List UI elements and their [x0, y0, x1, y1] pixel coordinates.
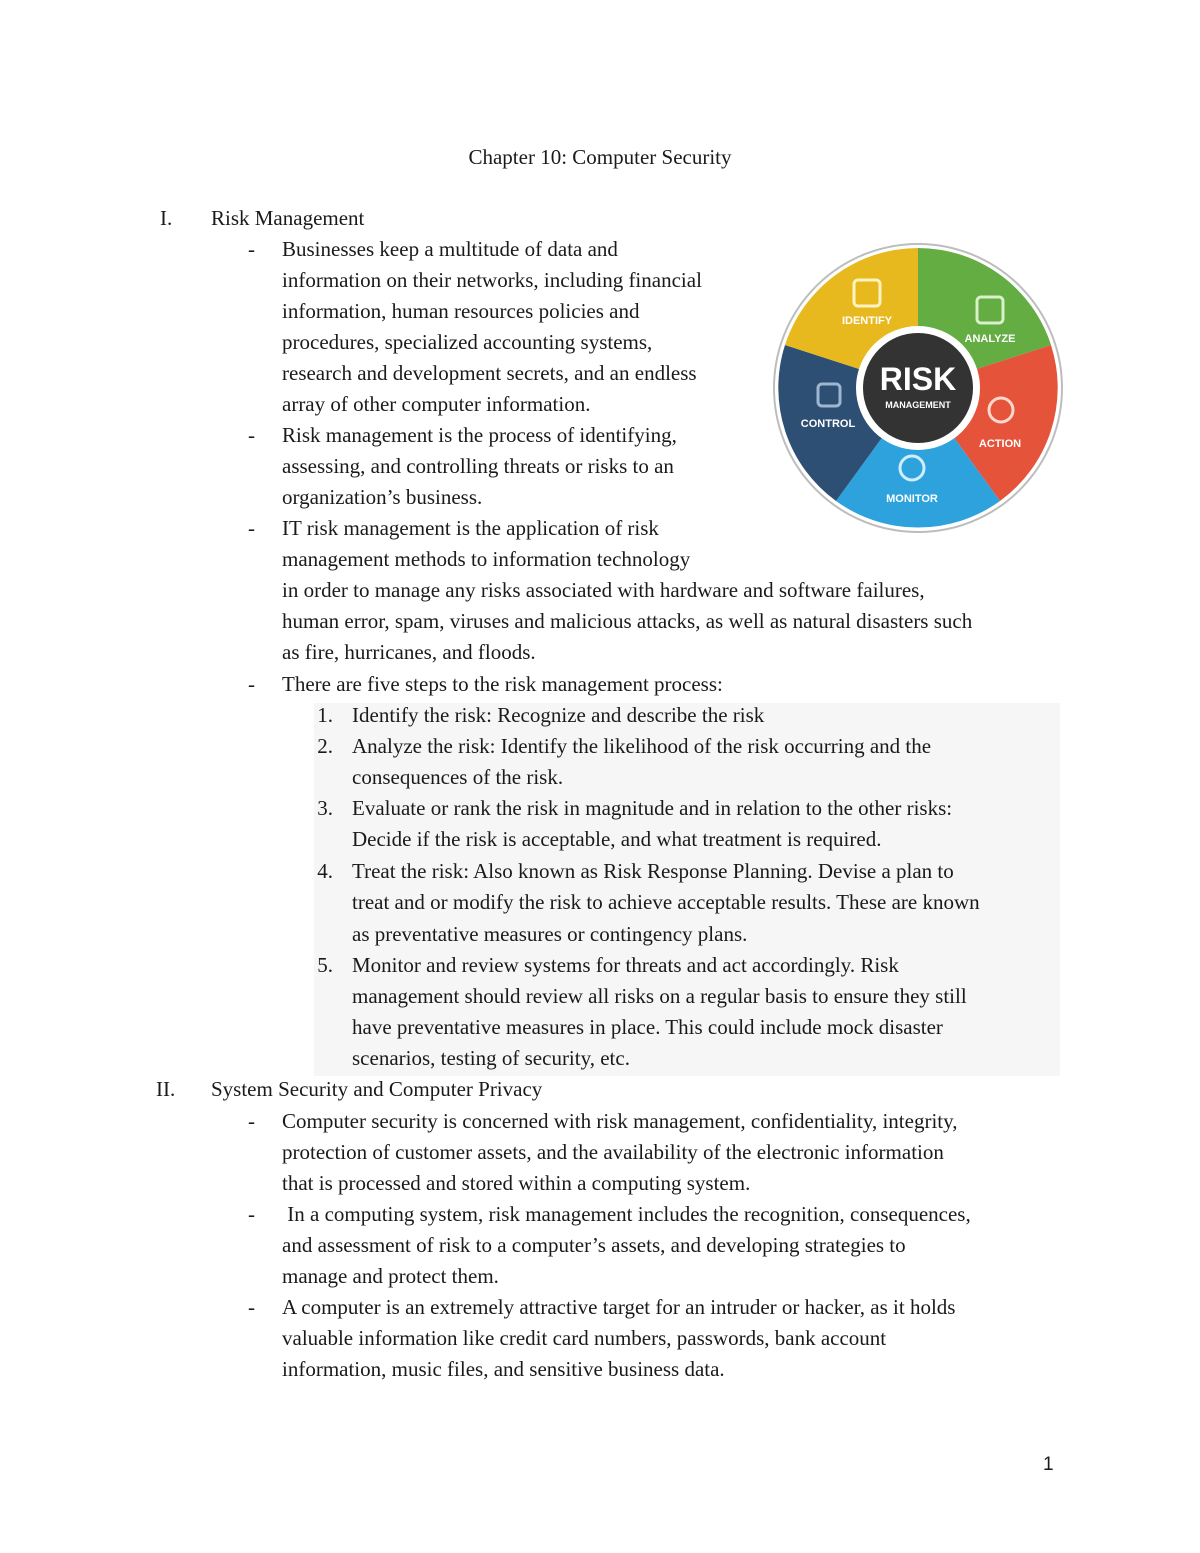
bullet-line: management methods to information technology — [282, 547, 691, 571]
center-title: RISK — [879, 361, 957, 397]
step-number: 3. — [317, 796, 333, 820]
segment-label: MONITOR — [886, 493, 938, 505]
step-line: Identify the risk: Recognize and describe the risk — [352, 703, 765, 727]
step-line: treat and or modify the risk to achieve acceptable results. These are known — [352, 890, 980, 914]
step-number: 1. — [317, 703, 333, 727]
bullet-line: information, human resources policies and — [282, 299, 640, 323]
bullet-line: procedures, specialized accounting systems, — [282, 330, 653, 354]
bullet-line: protection of customer assets, and the availability of the electronic information — [282, 1140, 944, 1164]
risk-management-diagram — [772, 242, 1064, 534]
bullet-dash: - — [248, 423, 255, 447]
step-number: 5. — [317, 953, 333, 977]
bullet-line: IT risk management is the application of risk — [282, 516, 659, 540]
step-line: Treat the risk: Also known as Risk Response Planning. Devise a plan to — [352, 859, 954, 883]
bullet-line: Businesses keep a multitude of data and — [282, 237, 618, 261]
bullet-dash: - — [248, 672, 255, 696]
bullet-line: information on their networks, including financial — [282, 268, 702, 292]
bullet-dash: - — [248, 1202, 255, 1226]
bullet-line: human error, spam, viruses and malicious attacks, as well as natural disasters such — [282, 609, 973, 633]
segment-label: ANALYZE — [964, 333, 1016, 345]
bullet-line: information, music files, and sensitive business data. — [282, 1357, 725, 1381]
bullet-line: Computer security is concerned with risk management, confidentiality, integrity, — [282, 1109, 958, 1133]
bullet-line: assessing, and controlling threats or risks to an — [282, 454, 674, 478]
bullet-dash: - — [248, 516, 255, 540]
bullet-line: array of other computer information. — [282, 392, 591, 416]
step-line: Decide if the risk is acceptable, and what treatment is required. — [352, 827, 882, 851]
bullet-line: research and development secrets, and an endless — [282, 361, 697, 385]
step-line: consequences of the risk. — [352, 765, 564, 789]
bullet-line: organization’s business. — [282, 485, 483, 509]
step-line: have preventative measures in place. This could include mock disaster — [352, 1015, 943, 1039]
segment-label: CONTROL — [800, 418, 856, 430]
bullet-line: A computer is an extremely attractive target for an intruder or hacker, as it holds — [282, 1295, 956, 1319]
segment-label: IDENTIFY — [841, 315, 893, 327]
step-number: 2. — [317, 734, 333, 758]
bullet-line: and assessment of risk to a computer’s assets, and developing strategies to — [282, 1233, 906, 1257]
step-line: Evaluate or rank the risk in magnitude and in relation to the other risks: — [352, 796, 953, 820]
bullet-dash: - — [248, 1109, 255, 1133]
bullet-dash: - — [248, 237, 255, 261]
step-line: as preventative measures or contingency plans. — [352, 922, 748, 946]
bullet-line: valuable information like credit card numbers, passwords, bank account — [282, 1326, 887, 1350]
center-subtitle: MANAGEMENT — [885, 400, 951, 410]
step-number: 4. — [317, 859, 333, 883]
step-line: Monitor and review systems for threats and act accordingly. Risk — [352, 953, 899, 977]
bullet-line: There are five steps to the risk management process: — [282, 672, 723, 696]
bullet-line: as fire, hurricanes, and floods. — [282, 640, 536, 664]
segment-label: ACTION — [978, 438, 1022, 450]
bullet-line: Risk management is the process of identifying, — [282, 423, 677, 447]
bullet-line: that is processed and stored within a computing system. — [282, 1171, 751, 1195]
page-number: 1 — [1043, 1454, 1054, 1475]
bullet-line: In a computing system, risk management includes the recognition, consequences, — [282, 1202, 971, 1226]
section-heading: System Security and Computer Privacy — [211, 1077, 543, 1101]
section-numeral: II. — [156, 1077, 176, 1101]
step-line: management should review all risks on a regular basis to ensure they still — [352, 984, 967, 1008]
bullet-line: manage and protect them. — [282, 1264, 499, 1288]
step-line: scenarios, testing of security, etc. — [352, 1046, 630, 1070]
bullet-dash: - — [248, 1295, 255, 1319]
step-line: Analyze the risk: Identify the likelihood of the risk occurring and the — [352, 734, 932, 758]
page-title: Chapter 10: Computer Security — [468, 145, 732, 169]
bullet-line: in order to manage any risks associated with hardware and software failures, — [282, 578, 925, 602]
section-numeral: I. — [160, 206, 173, 230]
section-heading: Risk Management — [211, 206, 365, 230]
